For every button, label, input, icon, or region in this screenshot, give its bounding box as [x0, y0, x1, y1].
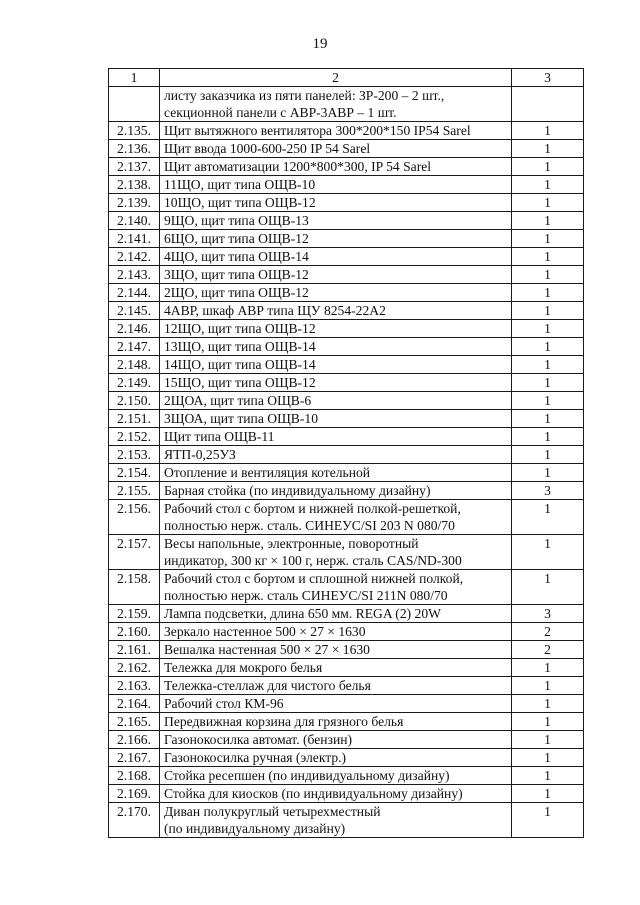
table-row [109, 570, 584, 605]
row-description-cell: Рабочий стол с бортом и сплошной нижней полкой, полностью нерж. сталь СИНЕУС/SI 211N 080/70 [160, 570, 512, 605]
table-row [109, 803, 584, 838]
row-quantity-cell: 1 [512, 731, 584, 749]
row-number-cell: 2.170. [109, 803, 160, 838]
table-body [109, 87, 584, 838]
table-row [109, 176, 584, 194]
row-description-cell: 3ЩОА, щит типа ОЩВ-10 [160, 410, 512, 428]
table-row [109, 374, 584, 392]
table-row [109, 767, 584, 785]
row-quantity-cell: 1 [512, 767, 584, 785]
row-description-cell: Тележка для мокрого белья [160, 659, 512, 677]
column-header-number: 1 [109, 69, 160, 87]
row-quantity-cell: 1 [512, 320, 584, 338]
row-number-cell: 2.165. [109, 713, 160, 731]
specification-table [108, 68, 584, 838]
table-row [109, 464, 584, 482]
row-quantity-cell: 1 [512, 785, 584, 803]
row-number-cell: 2.157. [109, 535, 160, 570]
row-quantity-cell: 1 [512, 230, 584, 248]
row-description-cell: 3ЩО, щит типа ОЩВ-12 [160, 266, 512, 284]
table-header-row [109, 69, 584, 87]
row-description-cell: 15ЩО, щит типа ОЩВ-12 [160, 374, 512, 392]
row-number-cell: 2.160. [109, 623, 160, 641]
row-description-cell: ЯТП-0,25УЗ [160, 446, 512, 464]
row-number-cell: 2.159. [109, 605, 160, 623]
row-description-cell: Щит автоматизации 1200*800*300, IP 54 Sarel [160, 158, 512, 176]
row-quantity-cell: 3 [512, 605, 584, 623]
row-number-cell: 2.162. [109, 659, 160, 677]
row-quantity-cell: 1 [512, 302, 584, 320]
row-number-cell: 2.155. [109, 482, 160, 500]
row-number-cell: 2.146. [109, 320, 160, 338]
table-row [109, 500, 584, 535]
row-description-cell: Стойка для киосков (по индивидуальному дизайну) [160, 785, 512, 803]
row-number-cell: 2.135. [109, 122, 160, 140]
table-row [109, 122, 584, 140]
row-description-cell: 4АВР, шкаф АВР типа ЩУ 8254-22А2 [160, 302, 512, 320]
row-description-cell: 12ЩО, щит типа ОЩВ-12 [160, 320, 512, 338]
table-row [109, 641, 584, 659]
row-description-cell: 14ЩО, щит типа ОЩВ-14 [160, 356, 512, 374]
row-description-cell: 4ЩО, щит типа ОЩВ-14 [160, 248, 512, 266]
row-number-cell: 2.168. [109, 767, 160, 785]
row-description-cell: 9ЩО, щит типа ОЩВ-13 [160, 212, 512, 230]
row-number-cell: 2.148. [109, 356, 160, 374]
row-description-cell: 10ЩО, щит типа ОЩВ-12 [160, 194, 512, 212]
row-quantity-cell: 1 [512, 803, 584, 838]
table-row [109, 785, 584, 803]
row-description-cell: 2ЩОА, щит типа ОЩВ-6 [160, 392, 512, 410]
table-row [109, 248, 584, 266]
table-row [109, 302, 584, 320]
row-quantity-cell: 1 [512, 248, 584, 266]
row-quantity-cell: 1 [512, 284, 584, 302]
row-quantity-cell: 1 [512, 464, 584, 482]
row-description-cell: Щит вытяжного вентилятора 300*200*150 IP54 Sarel [160, 122, 512, 140]
row-description-cell: Передвижная корзина для грязного белья [160, 713, 512, 731]
row-quantity-cell: 1 [512, 176, 584, 194]
row-description-cell: листу заказчика из пяти панелей: ЗР-200 – 2 шт., секционной панели с АВР-3АВР – 1 шт. [160, 87, 512, 122]
row-description-cell: Стойка ресепшен (по индивидуальному дизайну) [160, 767, 512, 785]
row-quantity-cell: 1 [512, 713, 584, 731]
table-row [109, 87, 584, 122]
table-row [109, 623, 584, 641]
table-row [109, 410, 584, 428]
row-number-cell: 2.152. [109, 428, 160, 446]
row-number-cell: 2.156. [109, 500, 160, 535]
row-description-cell: Газонокосилка автомат. (бензин) [160, 731, 512, 749]
table-row [109, 695, 584, 713]
row-number-cell: 2.147. [109, 338, 160, 356]
row-number-cell: 2.143. [109, 266, 160, 284]
row-quantity-cell: 1 [512, 535, 584, 570]
row-quantity-cell: 1 [512, 338, 584, 356]
table-row [109, 482, 584, 500]
column-header-description: 2 [160, 69, 512, 87]
row-quantity-cell: 1 [512, 695, 584, 713]
row-description-cell: Рабочий стол с бортом и нижней полкой-решеткой, полностью нерж. сталь. СИНЕУС/SI 203 N 080/70 [160, 500, 512, 535]
row-quantity-cell: 1 [512, 570, 584, 605]
row-quantity-cell: 1 [512, 428, 584, 446]
row-quantity-cell: 1 [512, 677, 584, 695]
table-row [109, 212, 584, 230]
row-quantity-cell: 1 [512, 194, 584, 212]
row-number-cell: 2.136. [109, 140, 160, 158]
column-header-quantity: 3 [512, 69, 584, 87]
row-description-cell: Зеркало настенное 500 × 27 × 1630 [160, 623, 512, 641]
row-quantity-cell: 1 [512, 158, 584, 176]
row-number-cell: 2.153. [109, 446, 160, 464]
row-description-cell: Лампа подсветки, длина 650 мм. REGA (2) 20W [160, 605, 512, 623]
row-number-cell: 2.163. [109, 677, 160, 695]
row-quantity-cell: 1 [512, 500, 584, 535]
row-description-cell: Отопление и вентиляция котельной [160, 464, 512, 482]
table-row [109, 659, 584, 677]
row-number-cell: 2.144. [109, 284, 160, 302]
table-row [109, 392, 584, 410]
table-row [109, 230, 584, 248]
row-number-cell: 2.166. [109, 731, 160, 749]
row-quantity-cell: 1 [512, 356, 584, 374]
row-description-cell: Рабочий стол КМ-96 [160, 695, 512, 713]
row-number-cell: 2.158. [109, 570, 160, 605]
table-row [109, 428, 584, 446]
row-description-cell: 2ЩО, щит типа ОЩВ-12 [160, 284, 512, 302]
row-number-cell: 2.167. [109, 749, 160, 767]
row-quantity-cell: 2 [512, 641, 584, 659]
row-number-cell: 2.138. [109, 176, 160, 194]
row-number-cell: 2.141. [109, 230, 160, 248]
row-number-cell [109, 87, 160, 122]
row-quantity-cell: 1 [512, 410, 584, 428]
table-row [109, 266, 584, 284]
row-description-cell: Тележка-стеллаж для чистого белья [160, 677, 512, 695]
table-row [109, 677, 584, 695]
row-number-cell: 2.142. [109, 248, 160, 266]
row-number-cell: 2.137. [109, 158, 160, 176]
row-description-cell: Щит типа ОЩВ-11 [160, 428, 512, 446]
table-row [109, 749, 584, 767]
row-number-cell: 2.145. [109, 302, 160, 320]
table-row [109, 713, 584, 731]
row-description-cell: 6ЩО, щит типа ОЩВ-12 [160, 230, 512, 248]
table-row [109, 356, 584, 374]
row-number-cell: 2.150. [109, 392, 160, 410]
row-description-cell: Щит ввода 1000-600-250 IP 54 Sarel [160, 140, 512, 158]
row-quantity-cell: 1 [512, 266, 584, 284]
table-row [109, 140, 584, 158]
row-description-cell: Газонокосилка ручная (электр.) [160, 749, 512, 767]
table-row [109, 284, 584, 302]
row-number-cell: 2.169. [109, 785, 160, 803]
row-quantity-cell: 1 [512, 140, 584, 158]
table-row [109, 731, 584, 749]
table-row [109, 194, 584, 212]
row-number-cell: 2.164. [109, 695, 160, 713]
page-number: 19 [312, 36, 328, 52]
row-description-cell: Диван полукруглый четырехместный (по индивидуальному дизайну) [160, 803, 512, 838]
row-description-cell: Весы напольные, электронные, поворотный индикатор, 300 кг × 100 г, нерж. сталь CAS/ND-300 [160, 535, 512, 570]
row-quantity-cell: 1 [512, 212, 584, 230]
table-row [109, 320, 584, 338]
row-quantity-cell: 1 [512, 659, 584, 677]
row-description-cell: Барная стойка (по индивидуальному дизайну) [160, 482, 512, 500]
row-description-cell: 13ЩО, щит типа ОЩВ-14 [160, 338, 512, 356]
row-description-cell: 11ЩО, щит типа ОЩВ-10 [160, 176, 512, 194]
table-row [109, 158, 584, 176]
table-row [109, 446, 584, 464]
row-number-cell: 2.151. [109, 410, 160, 428]
row-number-cell: 2.154. [109, 464, 160, 482]
table-row [109, 338, 584, 356]
row-quantity-cell: 1 [512, 374, 584, 392]
row-number-cell: 2.149. [109, 374, 160, 392]
row-quantity-cell: 2 [512, 623, 584, 641]
row-quantity-cell: 1 [512, 122, 584, 140]
row-number-cell: 2.161. [109, 641, 160, 659]
row-quantity-cell: 1 [512, 446, 584, 464]
row-number-cell: 2.139. [109, 194, 160, 212]
table-row [109, 605, 584, 623]
row-number-cell: 2.140. [109, 212, 160, 230]
row-quantity-cell: 1 [512, 392, 584, 410]
table-row [109, 535, 584, 570]
row-quantity-cell [512, 87, 584, 122]
row-description-cell: Вешалка настенная 500 × 27 × 1630 [160, 641, 512, 659]
row-quantity-cell: 1 [512, 749, 584, 767]
row-quantity-cell: 3 [512, 482, 584, 500]
